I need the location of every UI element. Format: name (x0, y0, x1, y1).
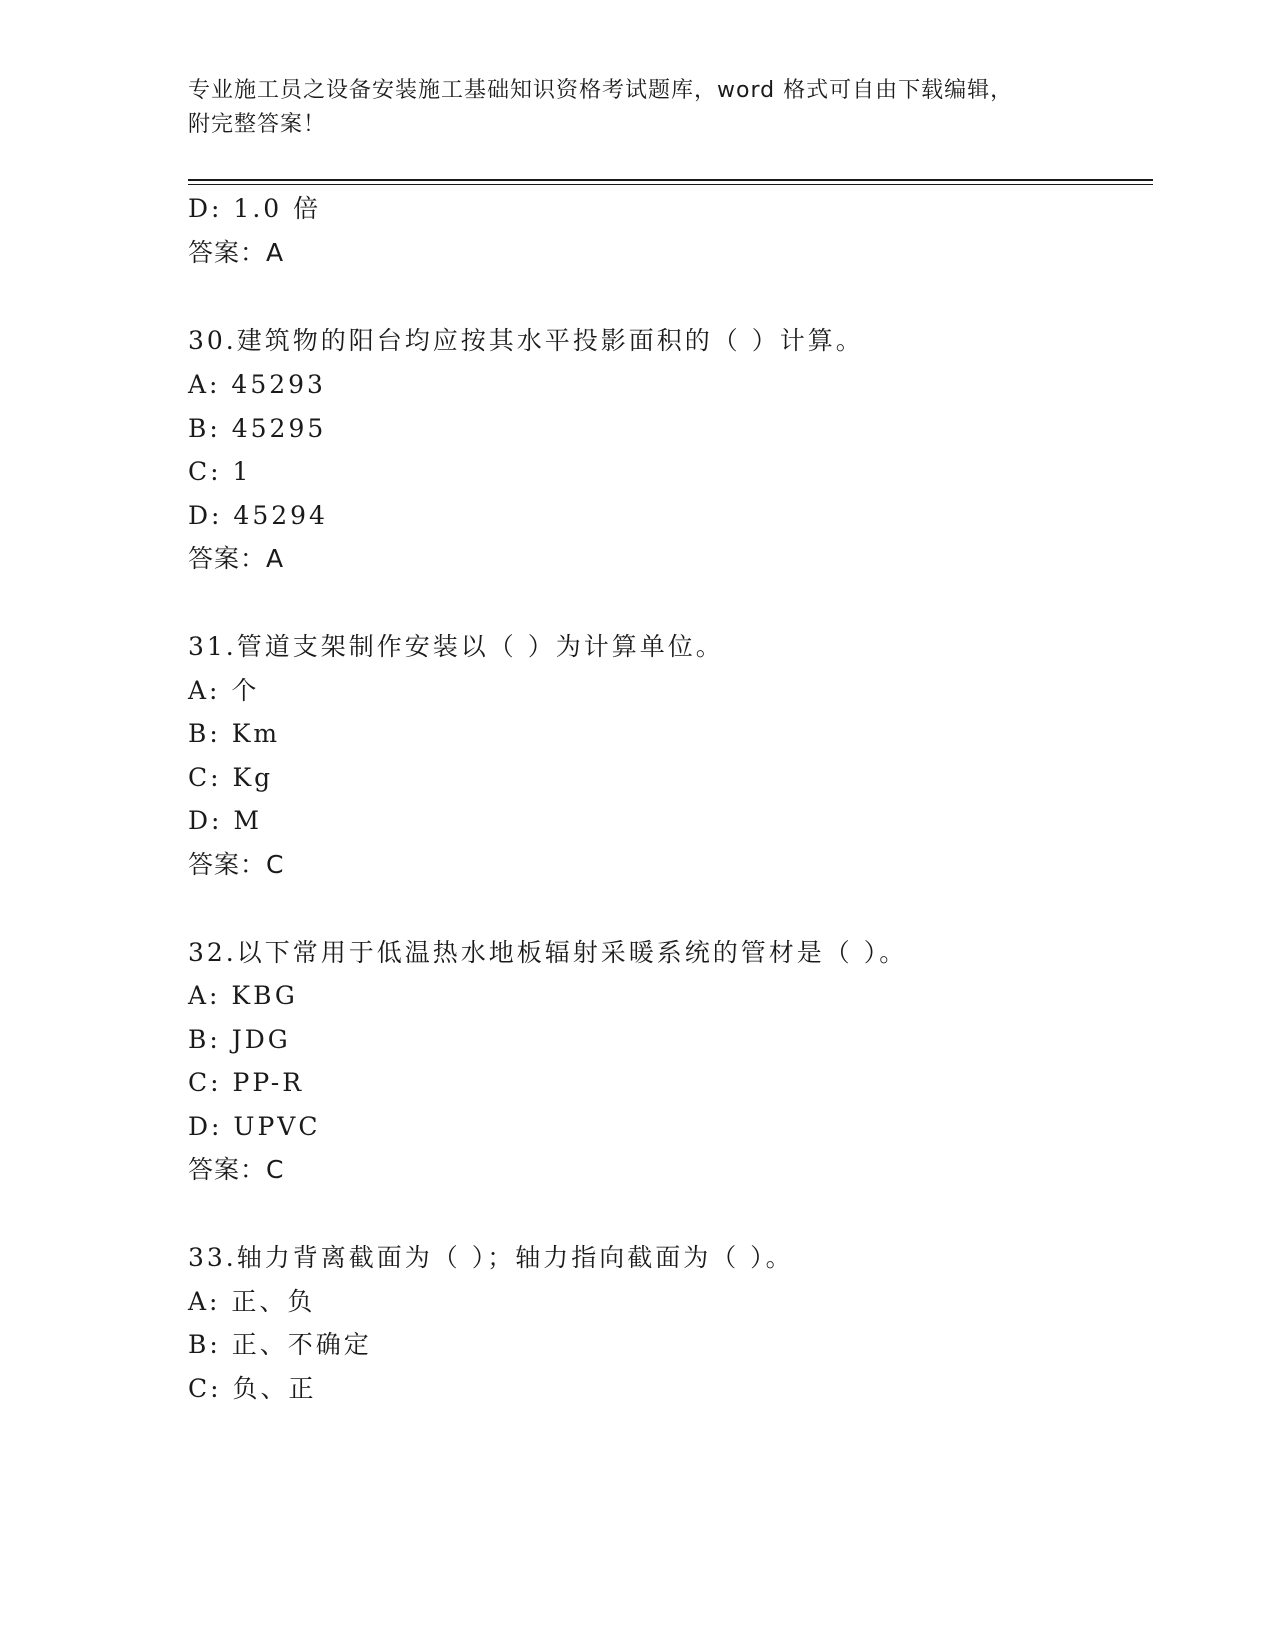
question-32: 32.以下常用于低温热水地板辐射采暖系统的管材是（ ）。 (188, 938, 908, 967)
question-31: 31.管道支架制作安装以（ ）为计算单位。 (188, 632, 724, 661)
option-d: D: 45294 (188, 501, 328, 530)
option-a: A: 45293 (188, 370, 326, 399)
option-d: D: UPVC (188, 1112, 321, 1141)
question-30: 30.建筑物的阳台均应按其水平投影面积的（ ）计算。 (188, 326, 864, 355)
header-divider-thin (188, 184, 1153, 185)
question-33: 33.轴力背离截面为（ ）；轴力指向截面为（ ）。 (188, 1243, 794, 1272)
header-divider-thick (188, 179, 1153, 181)
answer-line: 答案：A (188, 544, 285, 573)
option-b: B: 45295 (188, 414, 327, 443)
answer-line: 答案：C (188, 1155, 285, 1184)
option-a: A: 个 (188, 676, 260, 705)
option-a: A: KBG (188, 981, 298, 1010)
option-c: C: Kg (188, 763, 274, 792)
option-b: B: JDG (188, 1025, 291, 1054)
answer-line: 答案：A (188, 238, 285, 267)
answer-line: 答案：C (188, 850, 285, 879)
option-a: A: 正、负 (188, 1287, 316, 1316)
option-c: C: 负、正 (188, 1374, 317, 1403)
option-c: C: PP-R (188, 1068, 305, 1097)
document-header (188, 74, 1088, 142)
option-b: B: 正、不确定 (188, 1330, 372, 1359)
option-c: C: 1 (188, 457, 252, 486)
header-line-2: 附完整答案！ (188, 112, 327, 137)
option-d: D: 1.0 倍 (188, 194, 322, 223)
option-b: B: Km (188, 719, 281, 748)
header-line-1: 专业施工员之设备安装施工基础知识资格考试题库，word 格式可自由下载编辑， (188, 78, 1014, 103)
option-d: D: M (188, 806, 263, 835)
